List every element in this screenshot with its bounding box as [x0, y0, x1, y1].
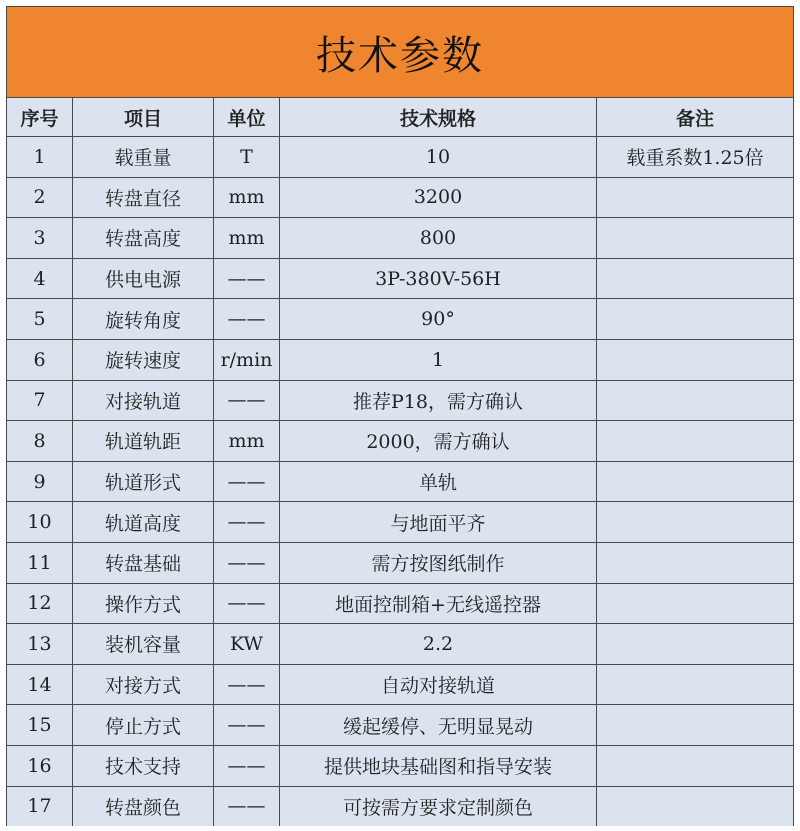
- cell-spec: 与地面平齐: [280, 502, 597, 543]
- table-row: [7, 502, 793, 543]
- header-no: 序号: [7, 98, 73, 137]
- cell-no: 10: [7, 502, 73, 543]
- cell-no: 4: [7, 258, 73, 299]
- table-row: [7, 339, 793, 380]
- table-row: [7, 624, 793, 665]
- cell-spec: 90°: [280, 299, 597, 340]
- cell-no: 3: [7, 218, 73, 259]
- cell-item: 供电电源: [73, 258, 214, 299]
- cell-item: 操作方式: [73, 583, 214, 624]
- cell-item: 轨道轨距: [73, 421, 214, 462]
- cell-no: 5: [7, 299, 73, 340]
- cell-note: [597, 177, 794, 218]
- cell-note: [597, 624, 794, 665]
- cell-spec: 需方按图纸制作: [280, 542, 597, 583]
- cell-unit: ——: [214, 664, 280, 705]
- cell-no: 12: [7, 583, 73, 624]
- header-unit: 单位: [214, 98, 280, 137]
- cell-spec: 2.2: [280, 624, 597, 665]
- cell-item: 转盘高度: [73, 218, 214, 259]
- cell-note: [597, 380, 794, 421]
- cell-item: 转盘直径: [73, 177, 214, 218]
- cell-item: 技术支持: [73, 745, 214, 786]
- cell-note: [597, 218, 794, 259]
- cell-item: 装机容量: [73, 624, 214, 665]
- cell-unit: ——: [214, 299, 280, 340]
- header-note: 备注: [597, 98, 794, 137]
- table-row: [7, 218, 793, 259]
- cell-item: 停止方式: [73, 705, 214, 746]
- cell-spec: 800: [280, 218, 597, 259]
- table-row: [7, 664, 793, 705]
- cell-spec: 提供地块基础图和指导安装: [280, 745, 597, 786]
- cell-no: 2: [7, 177, 73, 218]
- table-row: [7, 786, 793, 826]
- cell-no: 6: [7, 339, 73, 380]
- cell-note: 载重系数1.25倍: [597, 137, 794, 178]
- cell-unit: ——: [214, 786, 280, 826]
- table-row: [7, 421, 793, 462]
- cell-item: 轨道形式: [73, 461, 214, 502]
- table-row: [7, 137, 793, 178]
- cell-no: 14: [7, 664, 73, 705]
- cell-note: [597, 299, 794, 340]
- cell-unit: ——: [214, 542, 280, 583]
- cell-spec: 1: [280, 339, 597, 380]
- cell-note: [597, 745, 794, 786]
- cell-unit: KW: [214, 624, 280, 665]
- cell-unit: ——: [214, 461, 280, 502]
- header-row: [7, 98, 793, 137]
- cell-spec: 2000，需方确认: [280, 421, 597, 462]
- cell-unit: ——: [214, 258, 280, 299]
- table-row: [7, 461, 793, 502]
- table-row: [7, 745, 793, 786]
- cell-item: 载重量: [73, 137, 214, 178]
- cell-spec: 地面控制箱+无线遥控器: [280, 583, 597, 624]
- cell-spec: 缓起缓停、无明显晃动: [280, 705, 597, 746]
- cell-spec: 可按需方要求定制颜色: [280, 786, 597, 826]
- cell-unit: ——: [214, 583, 280, 624]
- cell-spec: 3P-380V-56H: [280, 258, 597, 299]
- cell-note: [597, 583, 794, 624]
- cell-no: 8: [7, 421, 73, 462]
- cell-item: 对接轨道: [73, 380, 214, 421]
- cell-no: 16: [7, 745, 73, 786]
- table-row: [7, 177, 793, 218]
- cell-unit: mm: [214, 421, 280, 462]
- cell-item: 转盘颜色: [73, 786, 214, 826]
- cell-unit: ——: [214, 705, 280, 746]
- cell-item: 轨道高度: [73, 502, 214, 543]
- cell-item: 转盘基础: [73, 542, 214, 583]
- cell-no: 9: [7, 461, 73, 502]
- table-row: [7, 299, 793, 340]
- table-row: [7, 705, 793, 746]
- cell-note: [597, 542, 794, 583]
- cell-no: 15: [7, 705, 73, 746]
- cell-unit: r/min: [214, 339, 280, 380]
- spec-table: [7, 98, 793, 826]
- cell-spec: 推荐P18，需方确认: [280, 380, 597, 421]
- cell-no: 7: [7, 380, 73, 421]
- cell-spec: 3200: [280, 177, 597, 218]
- cell-item: 旋转角度: [73, 299, 214, 340]
- cell-unit: ——: [214, 380, 280, 421]
- cell-note: [597, 421, 794, 462]
- cell-note: [597, 502, 794, 543]
- cell-unit: T: [214, 137, 280, 178]
- cell-note: [597, 705, 794, 746]
- cell-item: 旋转速度: [73, 339, 214, 380]
- cell-no: 13: [7, 624, 73, 665]
- cell-unit: ——: [214, 745, 280, 786]
- table-row: [7, 380, 793, 421]
- cell-no: 1: [7, 137, 73, 178]
- cell-note: [597, 258, 794, 299]
- table-body: [7, 137, 793, 827]
- header-item: 项目: [73, 98, 214, 137]
- table-row: [7, 542, 793, 583]
- page-title: 技术参数: [7, 7, 793, 98]
- cell-item: 对接方式: [73, 664, 214, 705]
- header-spec: 技术规格: [280, 98, 597, 137]
- cell-note: [597, 664, 794, 705]
- cell-note: [597, 339, 794, 380]
- cell-note: [597, 461, 794, 502]
- cell-spec: 10: [280, 137, 597, 178]
- table-row: [7, 258, 793, 299]
- cell-note: [597, 786, 794, 826]
- cell-spec: 单轨: [280, 461, 597, 502]
- cell-unit: mm: [214, 218, 280, 259]
- cell-spec: 自动对接轨道: [280, 664, 597, 705]
- cell-no: 11: [7, 542, 73, 583]
- cell-unit: mm: [214, 177, 280, 218]
- spec-sheet: [6, 6, 794, 826]
- cell-no: 17: [7, 786, 73, 826]
- cell-unit: ——: [214, 502, 280, 543]
- table-row: [7, 583, 793, 624]
